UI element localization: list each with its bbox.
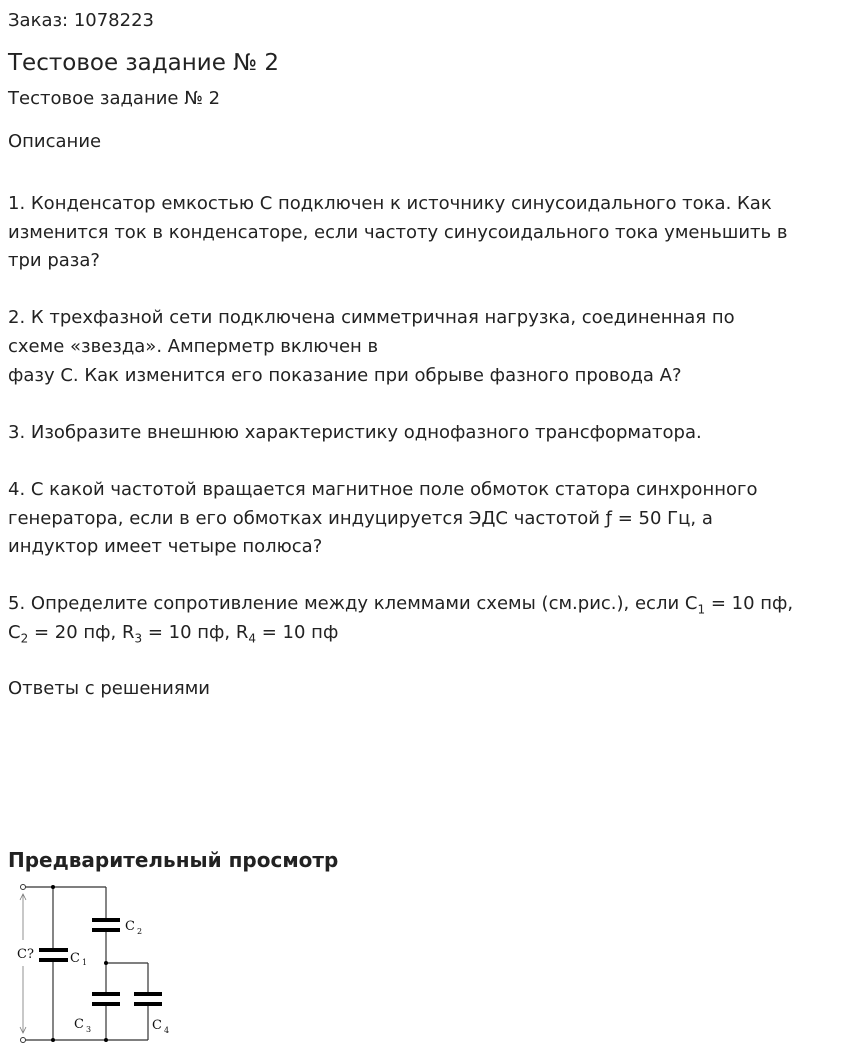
capacitor-plates xyxy=(39,918,162,1006)
subscript: 2 xyxy=(20,631,29,646)
question-5-line-1 xyxy=(8,590,843,619)
question-4-line-2: генератора, если в его обмотках индуцируется ЭДС частотой ƒ = 50 Гц, а xyxy=(8,507,713,529)
subscript: 3 xyxy=(134,631,143,646)
question-1-line-2: изменится ток в конденсаторе, если частоту синусоидального тока уменьшить в xyxy=(8,221,788,243)
spacer xyxy=(8,447,843,476)
spacer xyxy=(8,562,843,591)
measure-arrow xyxy=(20,894,26,1033)
label-c1-sub: 1 xyxy=(82,958,88,967)
label-c3-sub: 3 xyxy=(86,1025,92,1034)
question-5-text: = 10 пф, R xyxy=(142,621,249,643)
label-c4: C xyxy=(152,1018,162,1033)
circuit-schematic xyxy=(10,880,180,1048)
terminals xyxy=(21,885,109,1043)
question-5-text: C xyxy=(8,621,21,643)
question-5-text: = 20 пф, R xyxy=(28,621,135,643)
label-c1: C xyxy=(70,951,80,966)
subscript: 4 xyxy=(248,631,257,646)
label-c2: C xyxy=(125,919,135,934)
question-2-line-1: 2. К трехфазной сети подключена симметричная нагрузка, соединенная по xyxy=(8,307,735,329)
spacer xyxy=(8,390,843,419)
label-c4-sub: 4 xyxy=(164,1026,170,1035)
answers-label: Ответы с решениями xyxy=(8,678,210,699)
questions-list xyxy=(8,190,843,648)
question-5-text: = 10 пф, xyxy=(705,593,794,615)
question-4-line-3: индуктор имеет четыре полюса? xyxy=(8,536,323,558)
question-4-line-1: 4. С какой частотой вращается магнитное поле обмоток статора синхронного xyxy=(8,478,758,500)
subscript: 1 xyxy=(697,602,706,617)
question-5-text: = 10 пф xyxy=(256,621,339,643)
question-1-line-1: 1. Конденсатор емкостью С подключен к источнику синусоидального тока. Как xyxy=(8,193,772,214)
page-subtitle: Тестовое задание № 2 xyxy=(8,88,221,109)
question-5-line-2 xyxy=(8,619,843,648)
question-1-line-3: три раза? xyxy=(8,250,100,272)
label-c3: C xyxy=(74,1017,84,1032)
question-5-text: 5. Определите сопротивление между клеммами схемы (см.рис.), если C xyxy=(8,593,698,615)
label-c-total: C? xyxy=(17,947,34,962)
preview-title: Предварительный просмотр xyxy=(8,848,339,872)
question-2-line-3: фазу С. Как изменится его показание при обрыве фазного провода А? xyxy=(8,364,682,386)
page-title: Тестовое задание № 2 xyxy=(8,50,280,76)
spacer xyxy=(8,276,843,305)
question-2-line-2: схеме «звезда». Амперметр включен в xyxy=(8,335,379,357)
description-label: Описание xyxy=(8,131,102,152)
order-number: Заказ: 1078223 xyxy=(8,10,154,31)
question-3-line-1: 3. Изобразите внешнюю характеристику однофазного трансформатора. xyxy=(8,421,702,443)
label-c2-sub: 2 xyxy=(137,927,143,936)
